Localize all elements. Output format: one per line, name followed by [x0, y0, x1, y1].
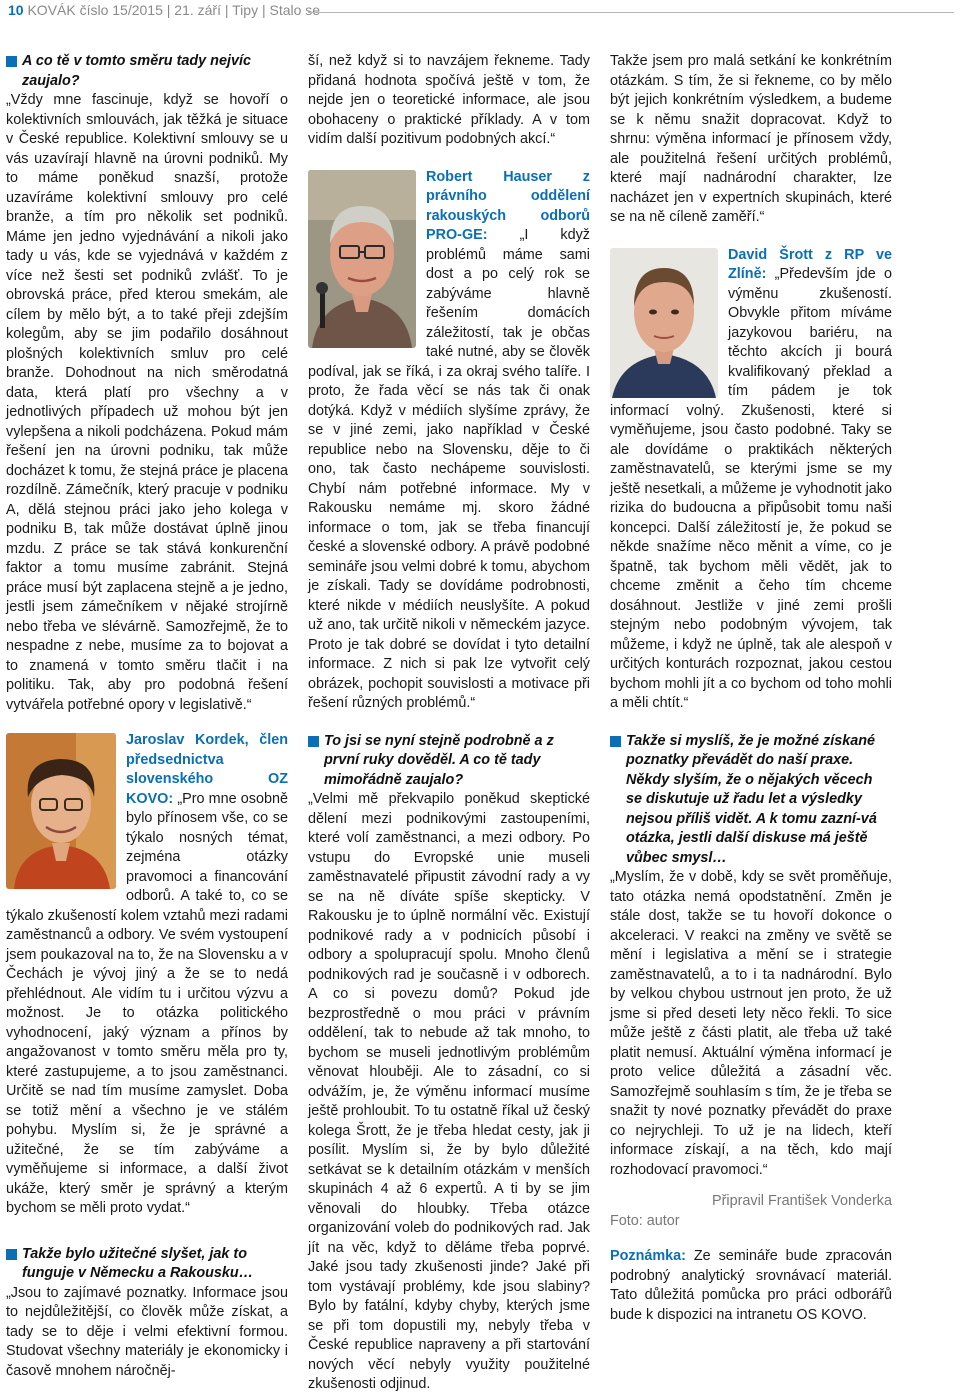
- srott-photo: [610, 248, 718, 398]
- note-label: Poznámka:: [610, 1248, 686, 1264]
- answer-1-continued: ší, než když si to navzájem řekneme. Tady přidaná hodnota spočívá ještě v tom, že nejde jen o teoretické informace, ale jsou obohaceny o praktické příklady. A v tom vidím další pozitivum podobných akcí.“: [308, 53, 590, 147]
- answer-1: „Vždy mne fascinuje, když se hovoří o kolektivních smlouvách, jak těžká je situace v České republice. Kolektivní smlouvy se u vás uzavírají hlavně na úrovni podniků. My to máme poněkud snazší, protože uzavíráme kolektivní smlouvy pro celé branže, a tím pro několik set podniků. Máme jen jedno vyjednávání a nikoli jako tady u vás, kde se vyjednává v každém z více než šesti set podniků zvlášť. To je obrovská práce, před kterou smekám, ale cílem by mělo být, a to také přeji zdejším kolegům, aby se jim podařilo dosáhnout plošných kolektivních smluv pro celé branže. Dohodnout na nich směrodatná data, která platí pro všechny a v jednotlivých případech už mohou být jen vylepšena a nikoli podcházena. Pokud mám řešení jen na úrovni podniku, tak může docházet k tomu, že stejná práce je placena rozdílně. Zámečník, který pracuje v podniku A, dělá stejnou práci jako jeho kolega v podniku B, tak může dostávat úplně jinou mzdu. Z práce se tak stává konkurenční faktor a tomu musíme zabránit. Stejná práce musí být zaplacena stejně a je jedno, jestli jsem zámečníkem v nějaké strojírně nebo třeba ve slévárně. Samozřejmě, že to nespadne z nebe, musíme za to bojovat a to znamená v tomto směru tlačit i na politiku. Tak, aby pro podobná řešení vytvářela potřebné opory v legislativě.“: [6, 92, 288, 713]
- question-marker: [6, 1249, 17, 1260]
- question-2: Takže bylo užitečné slyšet, jak to funguje v Německu a Rakousku…: [6, 1245, 288, 1284]
- column-3: [610, 52, 892, 1325]
- header-line: [8, 2, 320, 18]
- srott-text: „Především jde o výměnu zkušeností. Obvykle přitom míváme jazykovou bariéru, na těchto akcích ji bourá kvalifikovaný překlad a tím pádem je tok informací volný. Zkušenosti, které si vyměňujeme, jsou často podobné. Taky se ale dovídáme o praktikách některých zaměstnavatelů, se kterými jsme se my ještě nesetkali, a můžeme je vyhodnotit jako rizika do budoucna a připůsobit tomu naši koncepci. Další záležitostí je, že pokud se někde snažíme něco měnit a víme, co je špatně, tak bychom měli vědět, jak to chceme změnit a čeho tím chceme dosáhnout. Jestliže v jiné zemi prošli stejným nebo podobným vývojem, tak můžeme, i když ne úplně, tak ale alespoň v určitých konturách rozpoznat, jakou cestou bychom mohli jít a co bychom od toho mohli a měli chtít.“: [610, 266, 892, 711]
- question-3: To jsi se nyní stejně podrobně a z první ruky dověděl. A co tě tady mimořádně zaujalo?: [308, 732, 590, 791]
- hauser-photo: [308, 170, 416, 348]
- kordek-name: Jaroslav Kordek, člen předsednictva slovenského OZ KOVO:: [126, 732, 288, 807]
- note: [610, 1247, 892, 1325]
- question-marker: [6, 56, 17, 67]
- answer-3-continued: Takže jsem pro malá setkání ke konkrétním otázkám. S tím, že si řekneme, co by mělo být jejich konkrétním výsledkem, a budeme se k němu snažit dopracovat. Když to shrnu: výměna informací je přínosem vždy, ale použitelná řešení určitých problémů, které mají nadnárodní charakter, lze nacházet jen v expertních skupinách, které se na ně cíleně zaměří.“: [610, 53, 892, 225]
- question-4: Takže si myslíš, že je možné získané poznatky převádět do naší praxe. Někdy slyším, že o nějakých věcech se diskutuje už řadu let a výsledky nejsou příliš vidět. A k tomu zazní-vá otázka, jestli další diskuse má ještě vůbec smysl…: [610, 732, 892, 869]
- prepared-by: Připravil František Vonderka: [712, 1193, 892, 1209]
- page-number: 10: [8, 2, 24, 18]
- column-2: [308, 52, 590, 1395]
- column-1: [6, 52, 288, 1381]
- answer-2: „Jsou to zajímavé poznatky. Informace jsou to nejdůležitější, co člověk může získat, a tady se to děje i velmi efektivní formou. Studovat všechny materiály je ekonomicky i časově mnohem náročněj-: [6, 1284, 288, 1379]
- hauser-name: Robert Hauser z právního oddělení rakouských odborů PRO-GE:: [426, 168, 590, 243]
- running-header: [0, 0, 960, 24]
- question-marker: [610, 736, 621, 747]
- question-marker: [308, 736, 319, 747]
- question-1: A co tě v tomto směru tady nejvíc zaujalo?: [6, 52, 288, 91]
- header-rule: [308, 12, 954, 13]
- kordek-text: „Pro mne osobně bylo přínosem vše, co se týkalo nosných témat, zejména otázky pravomoci a financování odborů. A také to, co se týkalo zkušeností kolem vztahů mezi radami zaměstnanců a odbory. Ve svém vystoupení jsem poukazoval na to, že na Slovensku a v Čechách je vývoj jiný a že se to nedá přehlédnout. Ale vidím tu i určitou výzvu a možnost. Je to otázka politického vyhodnocení, jaký význam a přínos by angažovanost v tomto směru měla pro ty, které zastupujeme, a to jsou zaměstnanci. Určitě se nad tím musíme zamyslet. Doba se totiž mění a všechno je ve stálém pohybu. Myslím si, že je správné a užitečné, že se tím zabýváme a vyměňujeme si informace, a další život ukáže, který směr je správný a kterým bychom se měli proto vydat.“: [6, 790, 289, 1216]
- photo-credit: Foto: autor: [610, 1212, 680, 1229]
- hauser-text: „I když problémů máme sami dost a po celý rok se zabýváme hlavně řešením domácích záležitostí, tak je občas také nutné, aby se člověk podíval, jak se říká, i za okraj svého talíře. I proto, že řada věcí se nás tak či onak dotýká. Když v médiích slyšíme zprávy, že se v jiné zemi, jako například v České republice nebo na Slovensku, děje to či ono, tak často nechápeme souvislosti. Chybí nám potřebné informace. My v Rakousku nemáme mj. skoro žádné informace o tom, jak se třeba financují české a slovenské odbory. A právě podobné semináře jsou velmi dobré k tomu, abychom je získali. Tady se dovídáme podrobnosti, které nikde v médiích neuslyšíte. A pokud už ano, tak určitě nikoli v německém jazyce. Proto je tak dobré se dovídat i tyto detailní informace. Z nich si pak lze vytvořit celý obrázek, pochopit souvislosti a motivace při řešení různých problémů.“: [308, 227, 590, 711]
- kordek-photo: [6, 733, 116, 889]
- answer-4: „Myslím, že v době, kdy se svět proměňuje, tato otázka nemá opodstatnění. Změn je stále dost, takže se tu hovoří dokonce o akceleraci. V reakci na změny ve světě se mění i legislativa a mění se i strategie zaměstnavatelů, a to i ta nadnárodní. Bylo by velkou chybou ustrnout jen proto, že už jsme si před deseti lety něco řekli. To sice může ještě z části platit, ale třeba už také platit nemusí. Aktuální výměna informací je proto velice důležitá a zásadní věc. Samozřejmě souhlasím s tím, že je třeba se snažit ty nové poznatky převádět do praxe co nejrychleji. To už je na lidech, kteří informace získají, a na těch, kdo mají rozhodovací pravomoci.“: [610, 869, 892, 1178]
- srott-name: David Šrott z RP ve Zlíně:: [728, 246, 892, 282]
- header-text: KOVÁK číslo 15/2015 | 21. září | Tipy | Stalo se: [27, 2, 321, 18]
- answer-3: „Velmi mě překvapilo poněkud skeptické dělení mezi podnikovými zastoupeními, které volí zaměstnanci, a mezi odbory. Po vstupu do Evropské unie museli zaměstnavatelé připustit závodní rady a vy se na ně díváte spíše skepticky. V Rakousku je to úplně normální věc. Existují podnikové rady a v podnicích působí i odbory a spolupracují spolu. Mnoho členů podnikových rad je současně i v odborech. A co si povezu domů? Pokud jde bezprostředně o mou práci v právním oddělení, tak to nebude až tak mnoho, to bychom se museli jednotlivým problémům věnovat hlouběji. Ale to zásadní, co si odvážím, je, že výměnu informací musíme ještě prohloubit. To tu ostatně říkal už český kolega Šrott, že je třeba hledat cesty, jak ji posílit. Myslím si, že by bylo důležité setkávat se k detailním otázkám v menších skupinách 4 až 6 expertů. A ti by se jim věnovali do hloubky. Třeba otázce organizování voleb do podnikových rad. Jak jít na věc, když to děláme třeba poprvé. Jaké jsou tady zkušenosti jinde? Jaké při tom vystávají problémy, kde jsou slabiny? Bylo by fatální, kdyby chyby, kterých jsme se při tom dopustili my, nebyly třeba v České republice napraveny a při startování nových věcí nebyly využity použitelné zkušenosti odjinud.: [308, 791, 590, 1392]
- credits: [610, 1192, 892, 1231]
- note-text: Ze semináře bude zpracován podrobný analytický srovnávací materiál. Tato důležitá pomůcka pro práci odborářů bude k dispozici na intranetu OS KOVO.: [610, 1248, 892, 1323]
